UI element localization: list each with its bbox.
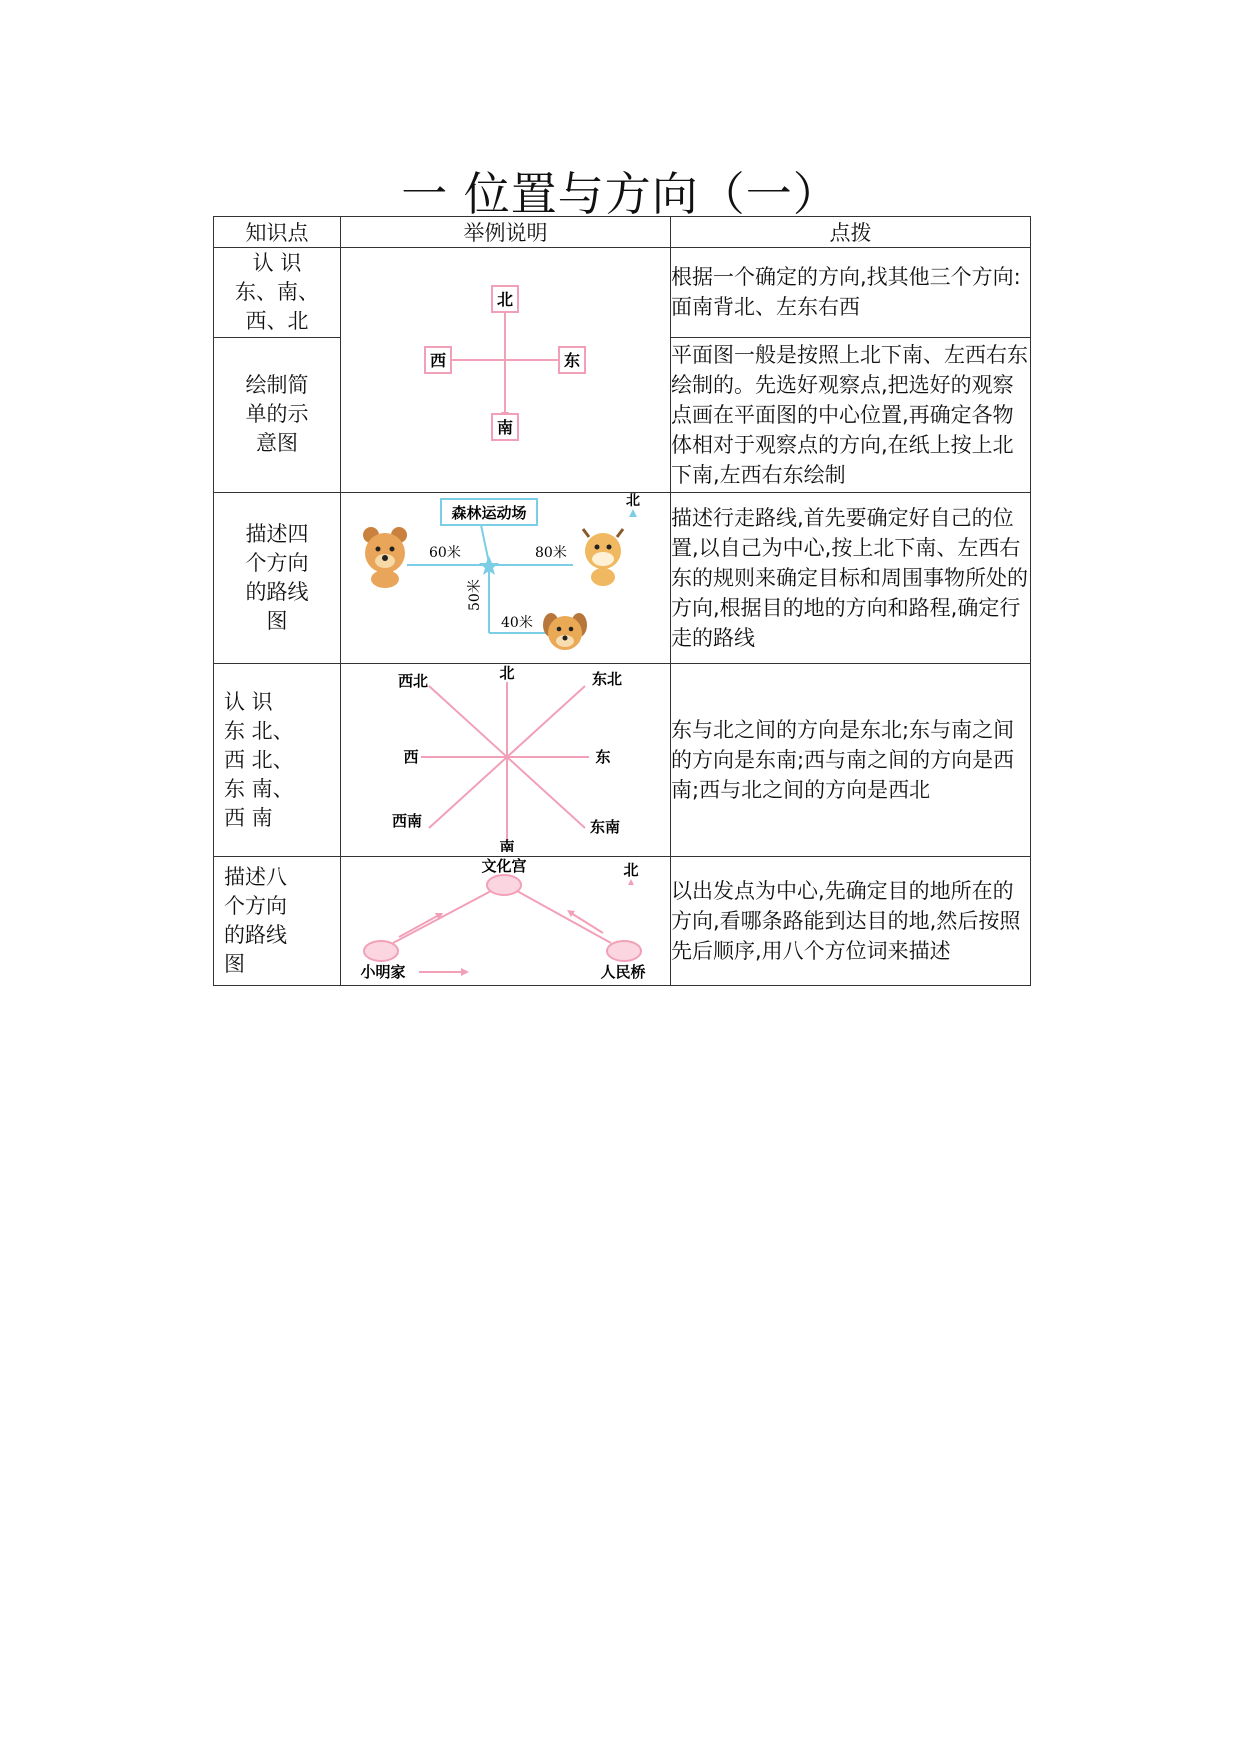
kp-line: 西 南 — [224, 805, 273, 830]
four-direction-route-map — [341, 493, 671, 659]
kp-line: 意图 — [256, 431, 298, 456]
southwest-label: 西南 — [391, 812, 423, 830]
place-left-label: 小明家 — [360, 963, 406, 981]
east-label: 东 — [595, 748, 611, 766]
bear-icon — [363, 527, 407, 588]
cross-direction-diagram — [341, 248, 671, 488]
page-title: 一 位置与方向（一） — [401, 167, 840, 221]
kp-line: 认 识 — [224, 689, 273, 714]
kp-line: 个方向 — [224, 894, 287, 918]
route4-diagram-cell — [341, 493, 671, 664]
kp-line: 西 北、 — [224, 747, 294, 772]
kp-line: 的路线 — [245, 580, 309, 604]
knowledge-point-cell — [214, 493, 341, 664]
knowledge-table — [213, 216, 1031, 986]
place-label: 森林运动场 — [451, 504, 527, 522]
header-knowledge-point: 知识点 — [214, 217, 341, 248]
north-label: 北 — [623, 861, 639, 879]
kp-line: 西、北 — [245, 308, 309, 333]
tip-cell: 描述行走路线,首先要确定好自己的位置,以自己为中心,按上北下南、左西右东的规则来确定目标和周围事物所处的方向,根据目的地的方向和路程,确定行走的路线 — [671, 493, 1031, 664]
cross-diagram-cell — [341, 248, 671, 493]
distance-west: 60米 — [429, 545, 461, 561]
tip-cell: 以出发点为中心,先确定目的地所在的方向,看哪条路能到达目的地,然后按照先后顺序,用八个方位词来描述 — [671, 857, 1031, 986]
kp-line: 绘制简 — [245, 373, 309, 398]
eight-direction-route-map — [341, 857, 671, 981]
kp-line: 东 南、 — [224, 776, 294, 801]
table-header-row — [214, 217, 1031, 248]
southeast-label: 东南 — [589, 818, 621, 836]
northwest-label: 西北 — [397, 672, 429, 690]
place-right-label: 人民桥 — [600, 963, 646, 981]
dog-icon — [543, 613, 587, 650]
knowledge-point-cell — [214, 857, 341, 986]
kp-line: 描述八 — [224, 865, 287, 889]
kp-line: 图 — [224, 952, 245, 976]
north-arrow-icon — [628, 879, 634, 885]
north-label: 北 — [499, 664, 515, 682]
south-label: 南 — [499, 838, 515, 852]
route8-diagram-cell — [341, 857, 671, 986]
kp-line: 的路线 — [224, 923, 287, 947]
tip-cell: 东与北之间的方向是东北;东与南之间的方向是东南;西与南之间的方向是西南;西与北之间的方向是西北 — [671, 664, 1031, 857]
kp-line: 单的示 — [245, 402, 309, 427]
eight-direction-compass — [341, 664, 671, 852]
compass8-diagram-cell — [341, 664, 671, 857]
cow-icon — [583, 529, 623, 586]
tip-cell: 平面图一般是按照上北下南、左西右东绘制的。先选好观察点,把选好的观察点画在平面图的中心位置,再确定各物体相对于观察点的方向,在纸上按上北下南,左西右东绘制 — [671, 337, 1031, 492]
kp-line: 个方向 — [245, 551, 309, 575]
northeast-label: 东北 — [591, 670, 623, 688]
arrow-icon — [461, 968, 469, 976]
table-row — [214, 493, 1031, 664]
distance-east: 80米 — [535, 545, 567, 561]
table-row — [214, 664, 1031, 857]
distance-last: 40米 — [501, 615, 533, 631]
north-arrow-icon — [629, 509, 637, 517]
knowledge-point-cell — [214, 664, 341, 857]
header-example: 举例说明 — [341, 217, 671, 248]
kp-line: 东 北、 — [224, 718, 294, 743]
table-row — [214, 857, 1031, 986]
kp-line: 图 — [266, 609, 288, 633]
kp-line: 东、南、 — [235, 279, 319, 304]
place-top-label: 文化宫 — [481, 857, 527, 875]
kp-line: 描述四 — [245, 522, 309, 546]
east-label: 东 — [563, 351, 581, 370]
table-row — [214, 248, 1031, 338]
header-tips: 点拨 — [671, 217, 1031, 248]
tip-cell: 根据一个确定的方向,找其他三个方向:面南背北、左东右西 — [671, 248, 1031, 338]
north-label: 北 — [496, 290, 514, 309]
arrow-icon — [567, 910, 575, 917]
knowledge-point-cell — [214, 248, 341, 338]
west-label: 西 — [429, 351, 447, 370]
knowledge-point-cell — [214, 337, 341, 492]
distance-south: 50米 — [467, 579, 483, 611]
north-label: 北 — [626, 493, 640, 509]
south-label: 南 — [496, 418, 514, 437]
west-label: 西 — [403, 748, 419, 766]
kp-line: 认 识 — [252, 250, 302, 275]
